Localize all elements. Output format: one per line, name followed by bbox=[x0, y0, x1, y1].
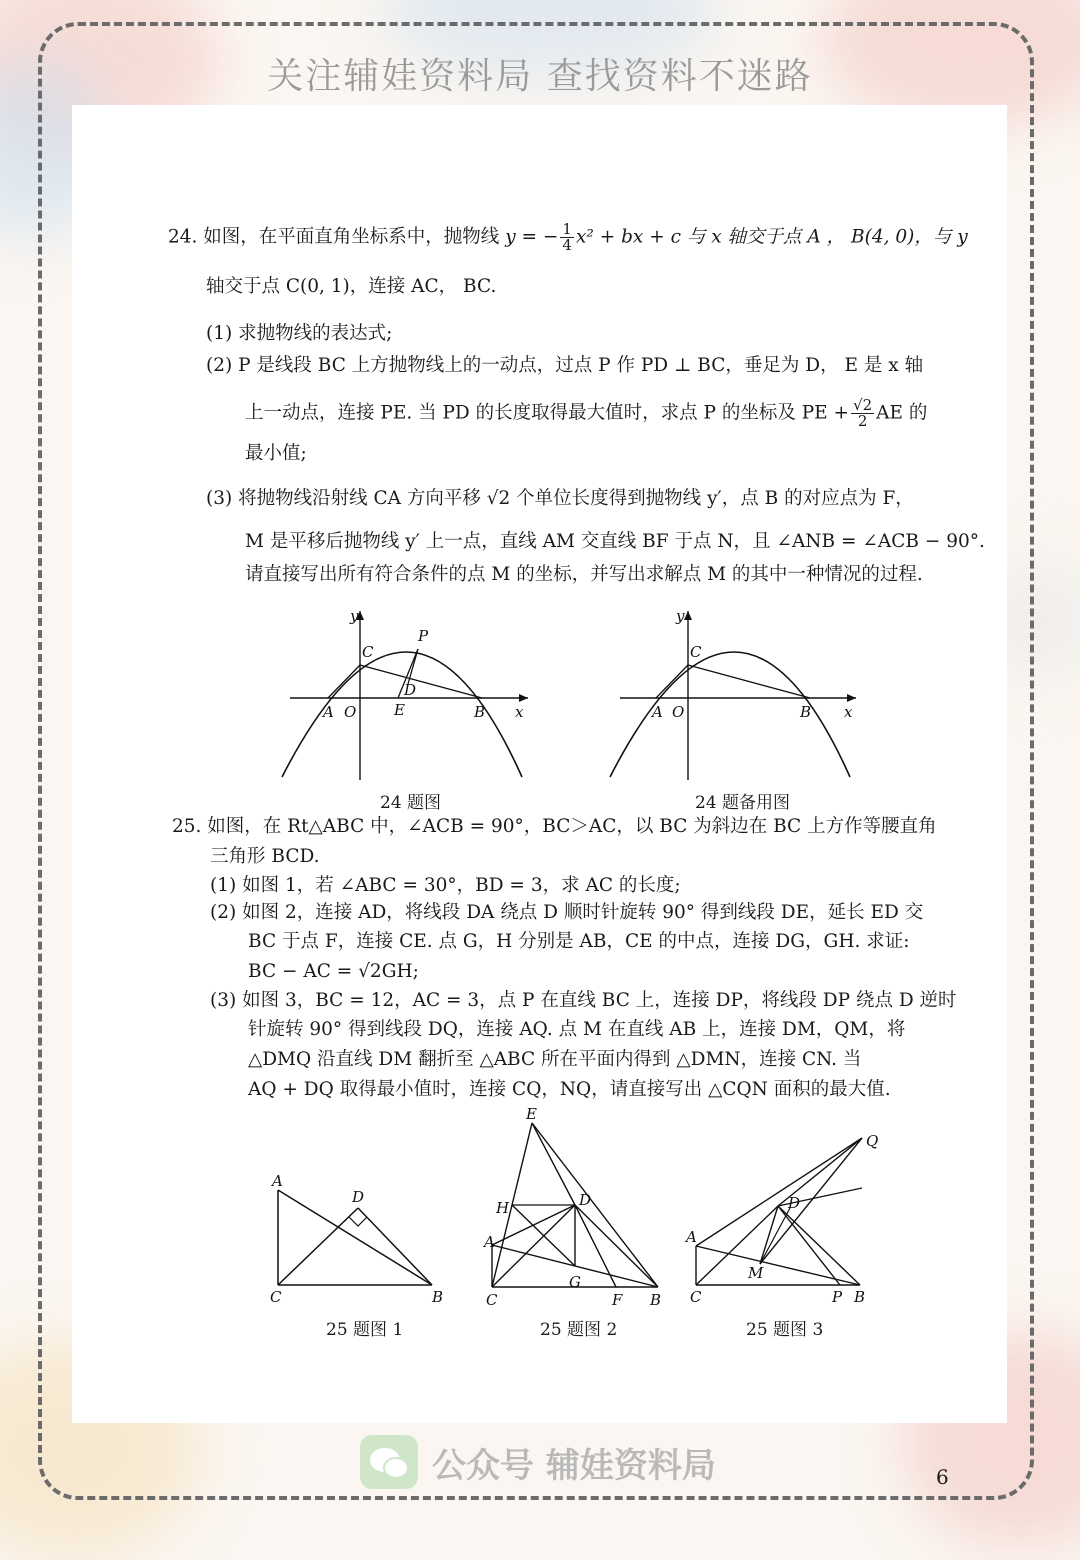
q24-equation-end: x² + bx + c 与 x 轴交于点 A ， B(4, 0)，与 y bbox=[575, 226, 968, 248]
label-B: B bbox=[800, 703, 812, 721]
label-D: D bbox=[788, 1194, 801, 1212]
q25-figure-3 bbox=[680, 1128, 890, 1308]
label-x: x bbox=[844, 703, 853, 721]
wechat-icon bbox=[360, 1435, 418, 1489]
q24-line1 bbox=[168, 222, 968, 253]
label-O: O bbox=[672, 703, 685, 721]
label-D: D bbox=[579, 1191, 592, 1209]
fraction-numerator: 1 bbox=[562, 220, 572, 238]
label-E: E bbox=[394, 701, 405, 719]
footer-brand-text: 公众号 辅娃资料局 bbox=[432, 1445, 716, 1486]
label-D: D bbox=[352, 1188, 365, 1206]
label-P: P bbox=[832, 1288, 843, 1306]
header-watermark: 关注辅娃资料局 查找资料不迷路 bbox=[267, 56, 813, 97]
q25-figure-2-caption: 25 题图 2 bbox=[540, 1320, 618, 1340]
q24-fraction-root2-over-2 bbox=[851, 398, 874, 429]
q24-part3-line1: (3) 将抛物线沿射线 CA 方向平移 √2 个单位长度得到抛物线 y′，点 B 的对应点为 F， bbox=[206, 488, 914, 509]
q24-line2: 轴交于点 C(0, 1)，连接 AC， BC. bbox=[206, 276, 497, 297]
label-C: C bbox=[270, 1288, 282, 1306]
q24-part2-line2 bbox=[245, 398, 927, 429]
q24-part3-line2: M 是平移后抛物线 y′ 上一点，直线 AM 交直线 BF 于点 N，且 ∠ANB = ∠ACB − 90°. bbox=[245, 531, 985, 552]
label-O: O bbox=[344, 703, 357, 721]
q24-part2-line2-text: 上一动点，连接 PE. 当 PD 的长度取得最大值时，求点 P 的坐标及 PE + bbox=[245, 402, 850, 424]
label-A: A bbox=[272, 1172, 283, 1190]
label-A: A bbox=[323, 703, 334, 721]
q24-figure bbox=[270, 605, 540, 785]
fraction-denominator: 4 bbox=[562, 236, 572, 254]
q24-spare-figure-caption: 24 题备用图 bbox=[695, 793, 791, 813]
q24-equation-start: y = − bbox=[505, 226, 559, 248]
label-C: C bbox=[362, 643, 374, 661]
q25-part2-line1: (2) 如图 2，连接 AD，将线段 DA 绕点 D 顺时针旋转 90° 得到线段 DE，延长 ED 交 bbox=[210, 902, 924, 923]
label-Q: Q bbox=[866, 1132, 879, 1150]
q25-part2-line3: BC − AC = √2GH; bbox=[248, 961, 419, 982]
q25-figure-1-caption: 25 题图 1 bbox=[326, 1320, 404, 1340]
fraction-numerator: √2 bbox=[853, 396, 873, 414]
page-number: 6 bbox=[936, 1465, 949, 1489]
q25-figure-2 bbox=[480, 1105, 680, 1310]
fraction-denominator: 2 bbox=[857, 412, 868, 430]
q25-part3-line4: AQ + DQ 取得最小值时，连接 CQ，NQ，请直接写出 △CQN 面积的最大值. bbox=[248, 1079, 891, 1100]
label-F: F bbox=[612, 1291, 623, 1309]
q25-part3-line3: △DMQ 沿直线 DM 翻折至 △ABC 所在平面内得到 △DMN，连接 CN. 当 bbox=[248, 1049, 862, 1070]
label-B: B bbox=[432, 1288, 444, 1306]
q25-part3-line1: (3) 如图 3，BC = 12，AC = 3，点 P 在直线 BC 上，连接 DP，将线段 DP 绕点 D 逆时 bbox=[210, 990, 957, 1011]
label-y: y bbox=[676, 607, 685, 625]
q24-line1-text: 24. 如图，在平面直角坐标系中，抛物线 bbox=[168, 226, 500, 248]
q24-part1: (1) 求抛物线的表达式; bbox=[206, 323, 393, 344]
q25-part3-line2: 针旋转 90° 得到线段 DQ，连接 AQ. 点 M 在直线 AB 上，连接 DM，QM，将 bbox=[248, 1019, 906, 1040]
label-B: B bbox=[474, 703, 486, 721]
label-G: G bbox=[569, 1273, 581, 1291]
label-P: P bbox=[418, 627, 429, 645]
q25-figure-1 bbox=[262, 1170, 462, 1310]
label-D: D bbox=[404, 681, 417, 699]
label-H: H bbox=[496, 1199, 510, 1217]
q24-figure-caption: 24 题图 bbox=[380, 793, 442, 813]
footer-brand bbox=[360, 1432, 716, 1492]
q24-part2-line2-end: AE 的 bbox=[876, 402, 928, 424]
label-B: B bbox=[650, 1291, 662, 1309]
label-C: C bbox=[486, 1291, 498, 1309]
q25-line1: 25. 如图，在 Rt△ABC 中，∠ACB = 90°，BC＞AC，以 BC 为斜边在 BC 上方作等腰直角 bbox=[172, 816, 937, 837]
q25-figure-3-caption: 25 题图 3 bbox=[746, 1320, 824, 1340]
q24-part3-line3: 请直接写出所有符合条件的点 M 的坐标，并写出求解点 M 的其中一种情况的过程. bbox=[245, 564, 923, 585]
q25-part2-line2: BC 于点 F，连接 CE. 点 G，H 分别是 AB，CE 的中点，连接 DG，GH. 求证: bbox=[248, 931, 910, 952]
label-A: A bbox=[686, 1228, 697, 1246]
q25-line2: 三角形 BCD. bbox=[210, 846, 320, 867]
q24-spare-figure bbox=[600, 605, 870, 785]
label-x: x bbox=[515, 703, 524, 721]
label-C: C bbox=[690, 1288, 702, 1306]
q24-part2-line3: 最小值; bbox=[245, 443, 307, 464]
label-A: A bbox=[484, 1233, 495, 1251]
q25-part1: (1) 如图 1，若 ∠ABC = 30°，BD = 3，求 AC 的长度; bbox=[210, 875, 681, 896]
label-B: B bbox=[854, 1288, 866, 1306]
label-y: y bbox=[350, 607, 359, 625]
q24-fraction-quarter bbox=[560, 222, 574, 253]
label-E: E bbox=[526, 1105, 537, 1123]
label-A: A bbox=[652, 703, 663, 721]
label-C: C bbox=[690, 643, 702, 661]
label-M: M bbox=[748, 1264, 764, 1282]
q24-part2-line1: (2) P 是线段 BC 上方抛物线上的一动点，过点 P 作 PD ⊥ BC，垂足为 D， E 是 x 轴 bbox=[206, 355, 924, 376]
